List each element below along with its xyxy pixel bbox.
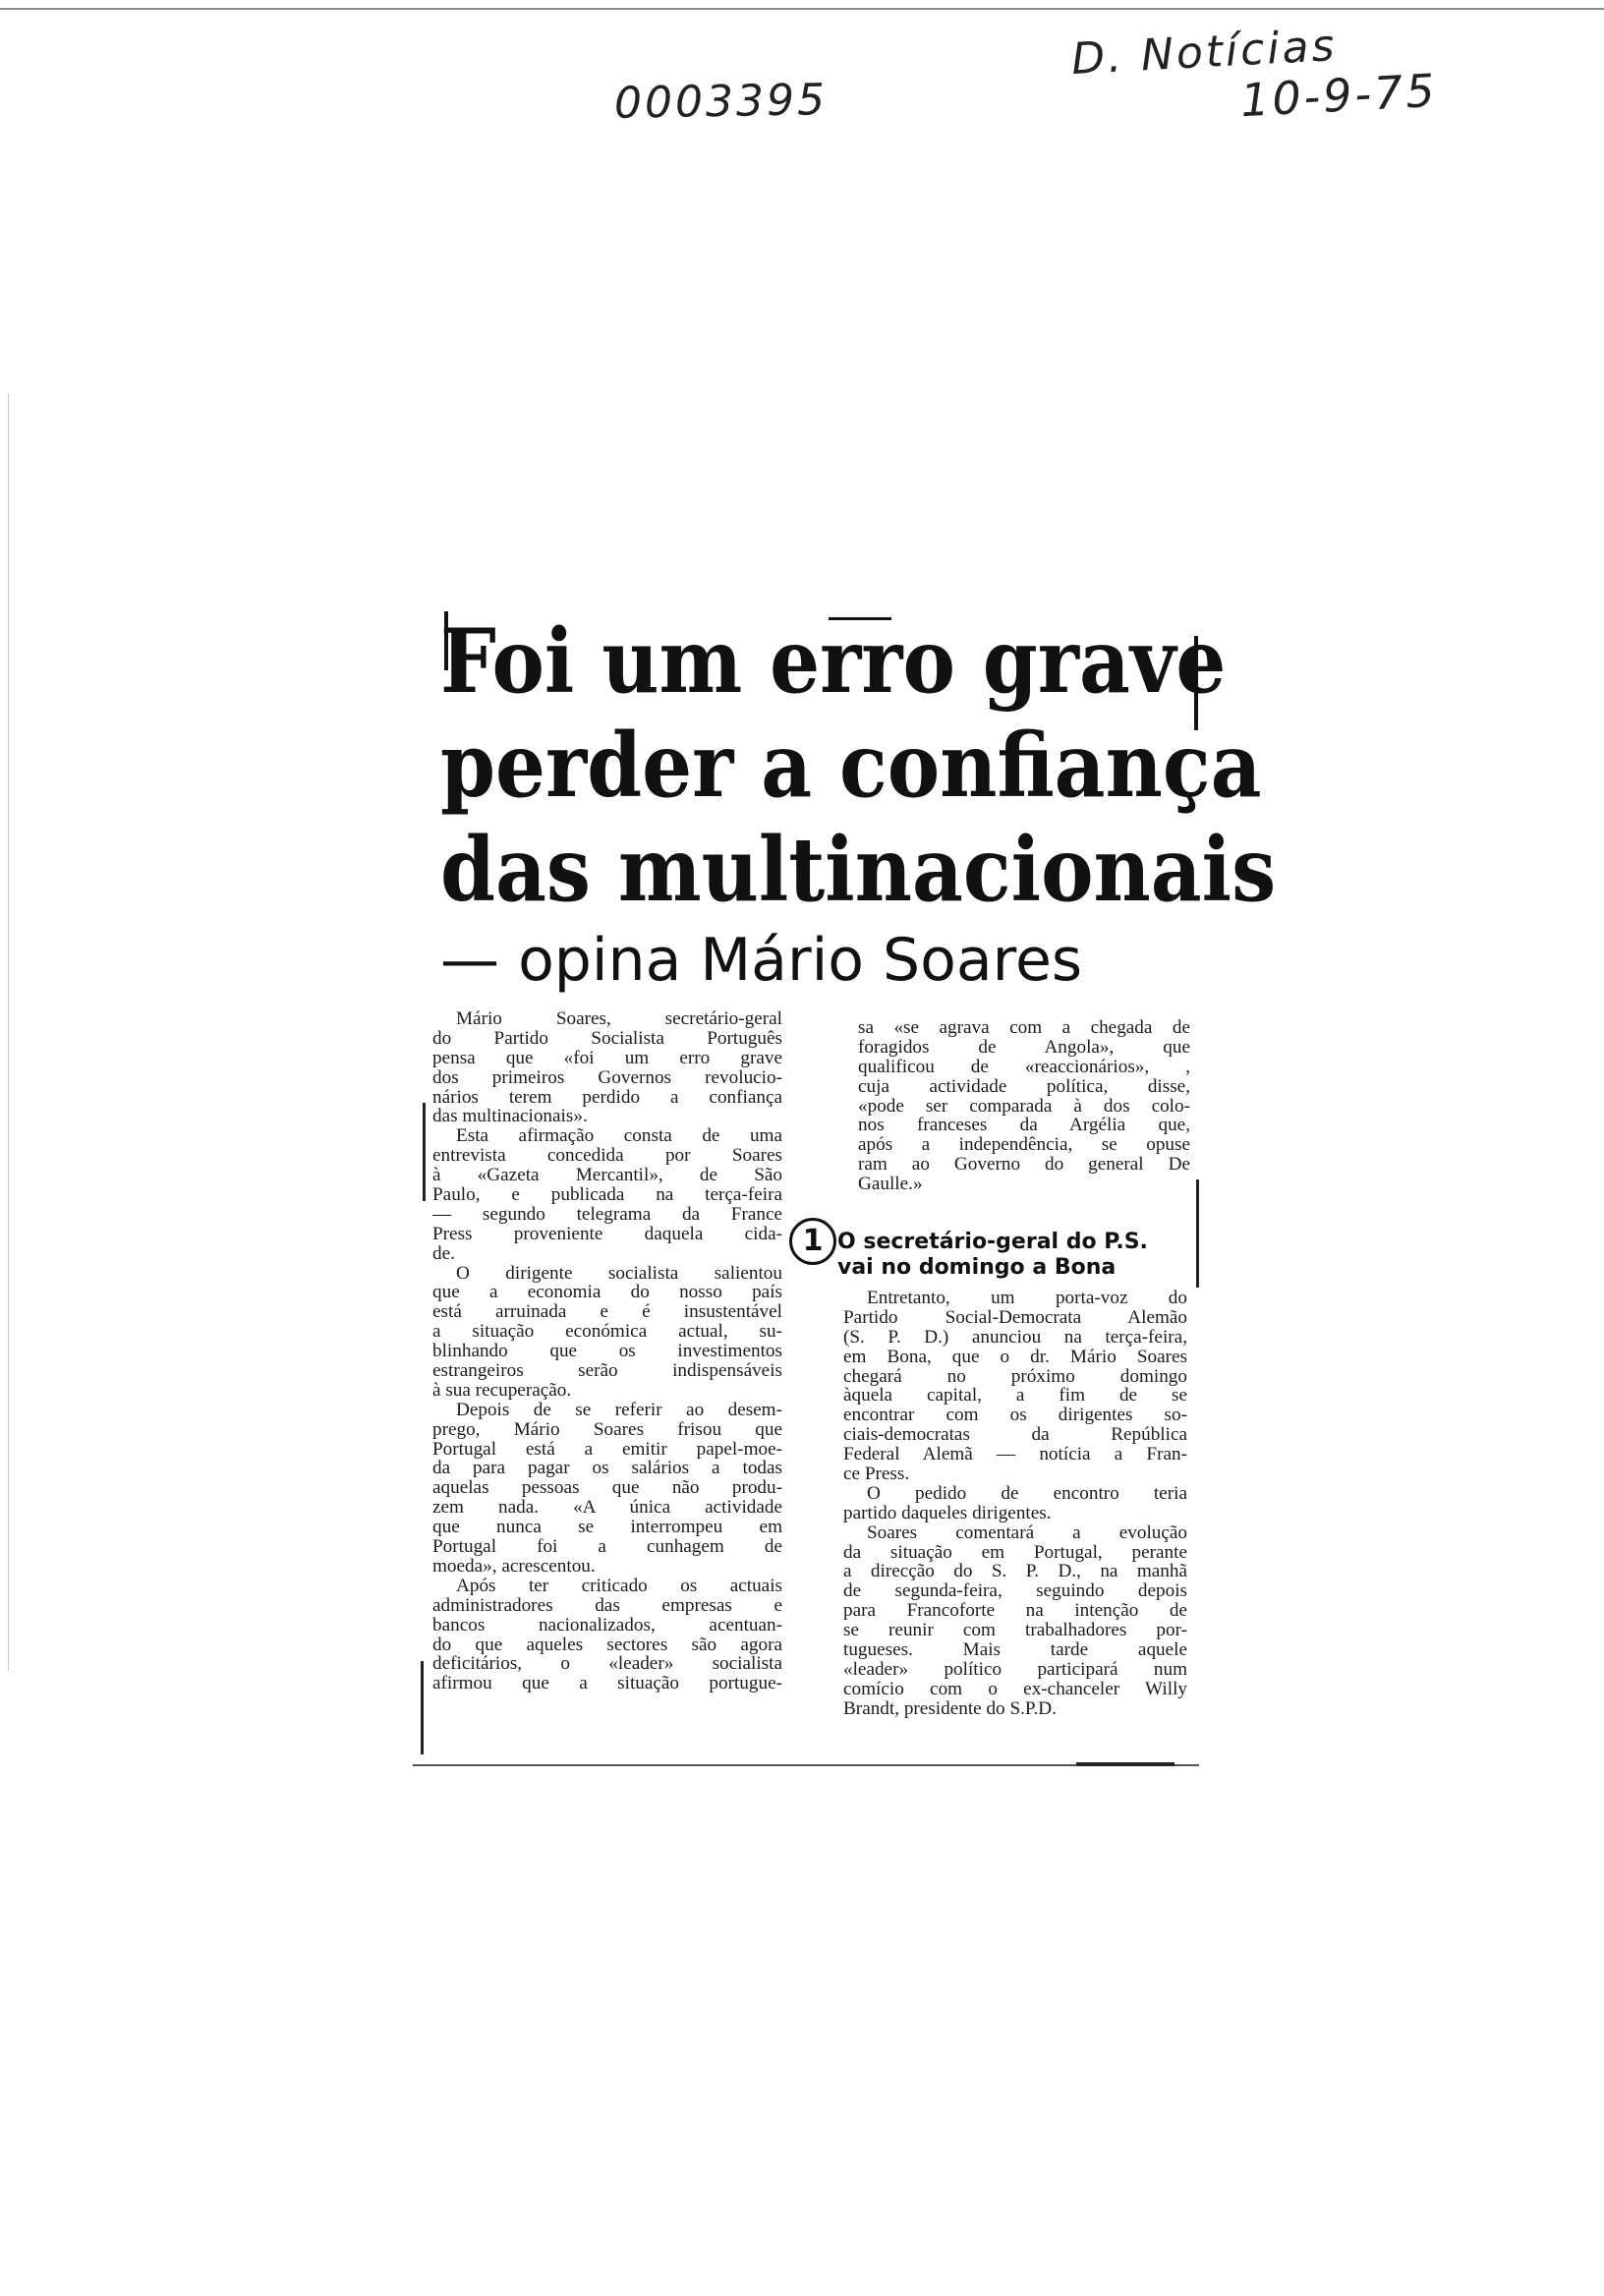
text-line: — segundo telegrama da France [432,1204,782,1225]
text-line: ram ao Governo do general De [858,1155,1190,1176]
text-line: dos primeiros Governos revolucio- [432,1067,782,1088]
text-line: a direcção do S. P. D., na manhã [843,1562,1187,1582]
text-line: Press proveniente daquela cida- [432,1224,782,1244]
text-line: nários terem perdido a confiança [432,1087,782,1108]
archive-id-handwritten: 0003395 [613,75,829,129]
section-subheading-line-1: O secretário-geral do P.S. [837,1230,1148,1254]
headline-line-2: perder a confiança [440,714,1262,818]
text-line: tugueses. Mais tarde aquele [843,1640,1187,1660]
text-line: bancos nacionalizados, acentuan- [432,1615,782,1636]
text-line: Entretanto, um porta-voz do [867,1289,1187,1308]
text-line: em Bona, que o dr. Mário Soares [843,1347,1187,1367]
section-subheading [837,1230,1148,1281]
text-line: Portugal está a emitir papel-moe- [432,1439,782,1460]
section-subheading-line-2: vai no domingo a Bona [837,1255,1117,1280]
text-line: cuja actividade política, disse, [858,1076,1190,1097]
headline-line-1: Foi um erro grave [440,609,1227,714]
date-handwritten: 10-9-75 [1238,63,1439,128]
text-line: administradores das empresas e [432,1595,782,1616]
article-column-right-top [858,1018,1190,1194]
text-line: das multinacionais». [432,1107,588,1127]
text-line: Partido Social-Democrata Alemão [843,1307,1187,1328]
text-line: sa «se agrava com a chegada de [858,1018,1190,1038]
text-line: nos franceses da Argélia que, [858,1116,1190,1136]
text-line: Gaulle.» [858,1175,923,1195]
margin-mark-right [1196,1179,1199,1288]
text-line: ce Press. [843,1464,910,1484]
text-line: à «Gazeta Mercantil», de São [432,1166,782,1186]
article-column-left [432,1009,782,1693]
text-line: que a economia do nosso país [432,1283,782,1303]
text-line: O pedido de encontro teria [867,1483,1187,1504]
headline-line-3: das multinacionais [440,818,1277,922]
subheadline: — opina Mário Soares [440,926,1083,995]
text-line: «pode ser comparada à dos colo- [858,1096,1190,1117]
text-line: Federal Alemã — notícia a Fran- [843,1445,1187,1465]
text-line: Soares comentará a evolução [867,1522,1187,1543]
text-line: Depois de se referir ao desem- [456,1400,782,1420]
text-line: comício com o ex-chanceler Willy [843,1679,1187,1699]
text-line: Mário Soares, secretário-geral [456,1009,782,1029]
text-line: Portugal foi a cunhagem de [432,1537,782,1557]
scan-edge-top [0,8,1604,10]
text-line: da para pagar os salários a todas [432,1459,782,1479]
scan-edge-left [8,393,9,1671]
text-line: entrevista concedida por Soares [432,1146,782,1167]
text-line: aquelas pessoas que não produ- [432,1478,782,1499]
text-line: pensa que «foi um erro grave [432,1048,782,1068]
text-line: que nunca se interrompeu em [432,1518,782,1538]
text-line: estrangeiros serão indispensáveis [432,1361,782,1381]
text-line: chegará no próximo domingo [843,1366,1187,1387]
text-line: a situação económica actual, su- [432,1322,782,1343]
text-line: «leader» político participará num [843,1659,1187,1680]
text-line: do que aqueles sectores são agora [432,1635,782,1655]
text-line: Esta afirmação consta de uma [456,1126,782,1147]
text-line: prego, Mário Soares frisou que [432,1419,782,1440]
text-line: afirmou que a situação portugue- [432,1674,782,1694]
text-line: encontrar com os dirigentes so- [843,1406,1187,1426]
text-line: partido daqueles dirigentes. [843,1503,1052,1523]
text-line: foragidos de Angola», que [858,1037,1190,1058]
text-line: do Partido Socialista Português [432,1028,782,1049]
text-line: Paulo, e publicada na terça-feira [432,1185,782,1205]
text-line: O dirigente socialista salientou [456,1263,782,1284]
text-line: àquela capital, a fim de se [843,1386,1187,1406]
text-line: de segunda-feira, seguindo depois [843,1581,1187,1602]
text-line: após a independência, se opuse [858,1135,1190,1156]
article-column-right-bottom [843,1289,1187,1719]
text-line: deficitários, o «leader» socialista [432,1654,782,1675]
text-line: ciais-democratas da República [843,1425,1187,1446]
margin-mark-left-1 [423,1103,426,1201]
text-line: Brandt, presidente do S.P.D. [843,1698,1057,1719]
text-line: qualificou de «reaccionários», , [858,1057,1190,1077]
article-bottom-rule-accent [1076,1762,1174,1766]
text-line: está arruinada e é insustentável [432,1302,782,1323]
circled-number-mark: 1 [789,1218,836,1265]
text-line: se reunir com trabalhadores por- [843,1621,1187,1641]
text-line: zem nada. «A única actividade [432,1498,782,1519]
text-line: Após ter criticado os actuais [456,1576,782,1596]
margin-mark-left-2 [421,1661,424,1754]
text-line: blinhando que os investimentos [432,1342,782,1362]
text-line: moeda», acrescentou. [432,1556,596,1577]
text-line: da situação em Portugal, perante [843,1542,1187,1563]
text-line: para Francoforte na intenção de [843,1601,1187,1622]
text-line: à sua recuperação. [432,1380,572,1401]
text-line: (S. P. D.) anunciou na terça-feira, [843,1327,1187,1348]
source-handwritten: D. Notícias [1069,20,1339,86]
text-line: de. [432,1243,455,1264]
